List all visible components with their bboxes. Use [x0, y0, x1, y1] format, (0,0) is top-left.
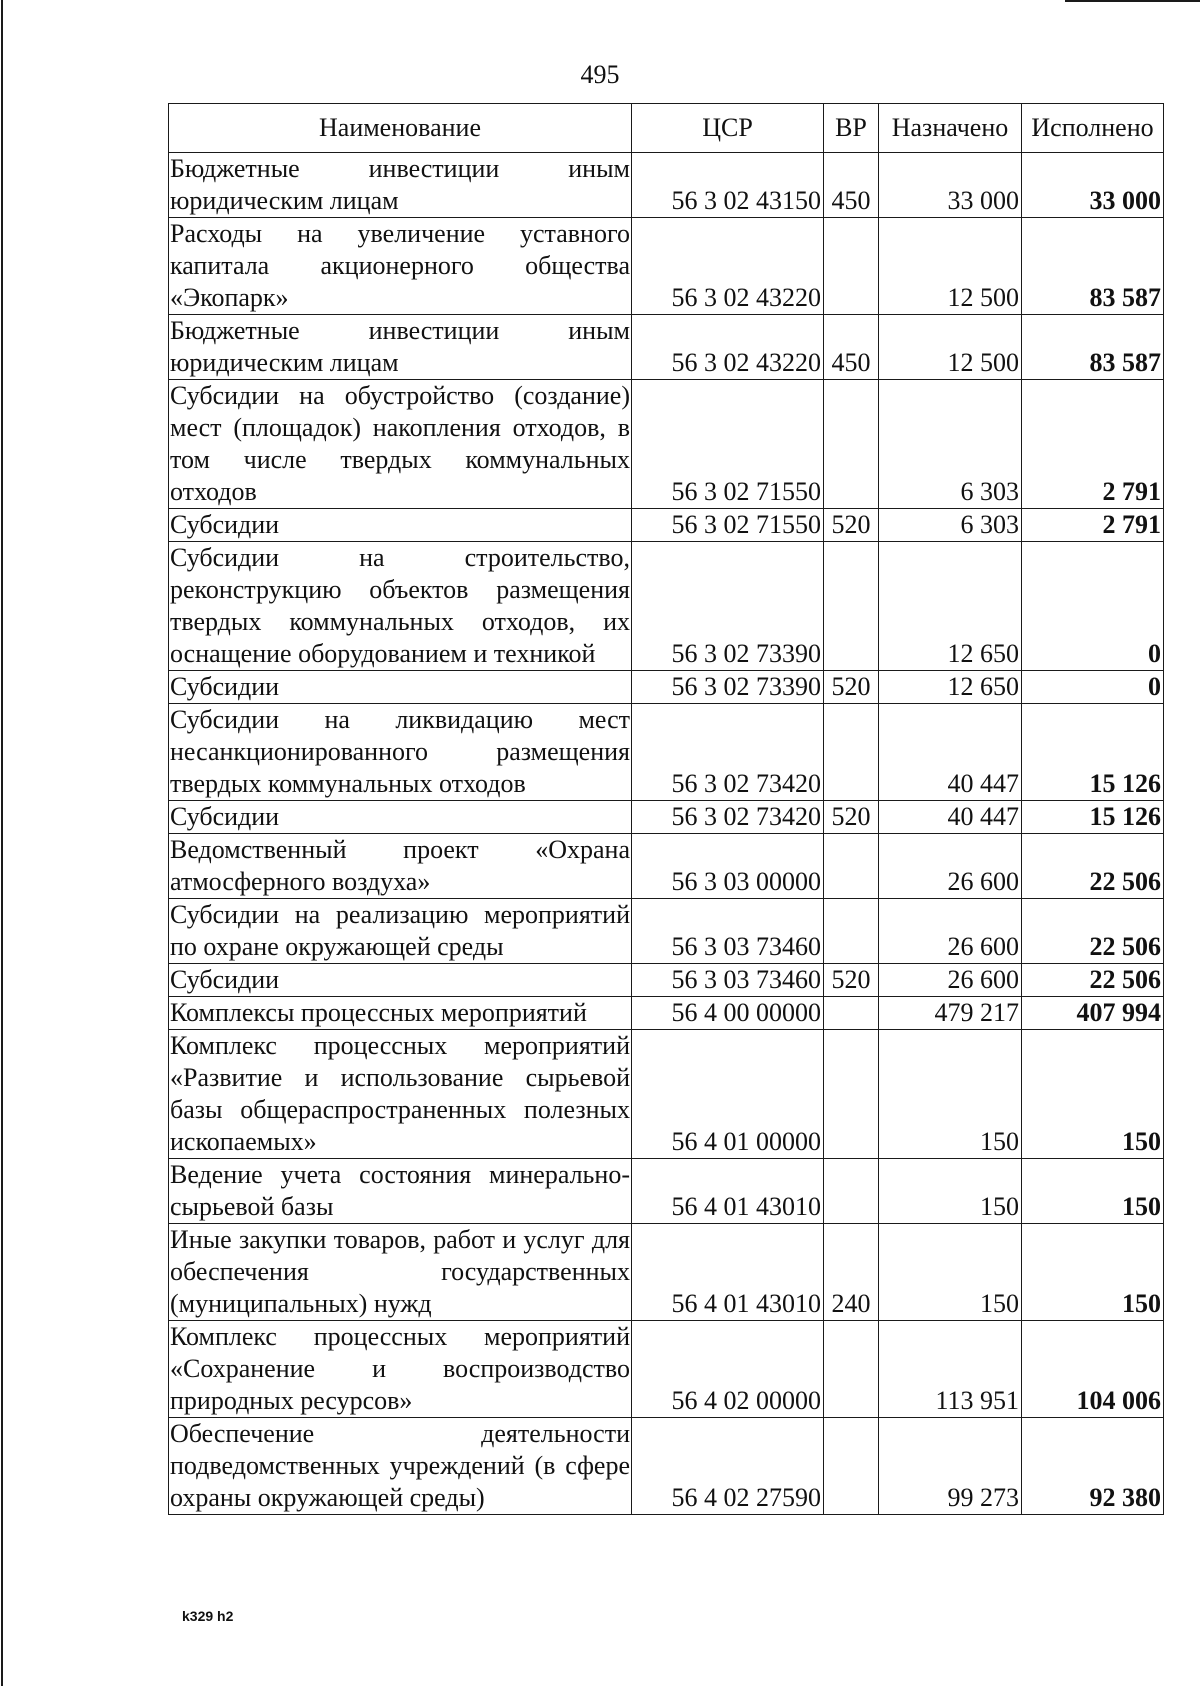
- row-assigned: 6 303: [879, 380, 1022, 509]
- row-vr: 450: [824, 315, 879, 380]
- table-row: [169, 542, 1164, 671]
- row-assigned: 6 303: [879, 509, 1022, 542]
- row-executed: 0: [1022, 542, 1164, 671]
- row-executed: 2 791: [1022, 509, 1164, 542]
- row-csr: 56 3 02 73390: [632, 542, 824, 671]
- row-executed: 104 006: [1022, 1321, 1164, 1418]
- row-name: Ведомственный проект «Охрана атмосферного воздуха»: [169, 834, 632, 899]
- table-row: [169, 704, 1164, 801]
- table-row: [169, 1159, 1164, 1224]
- row-csr: 56 3 02 73390: [632, 671, 824, 704]
- row-assigned: 150: [879, 1030, 1022, 1159]
- row-assigned: 113 951: [879, 1321, 1022, 1418]
- row-executed: 15 126: [1022, 801, 1164, 834]
- row-name: Ведение учета состояния минерально-сырьевой базы: [169, 1159, 632, 1224]
- row-assigned: 40 447: [879, 704, 1022, 801]
- row-assigned: 33 000: [879, 153, 1022, 218]
- row-csr: 56 3 02 43150: [632, 153, 824, 218]
- row-executed: 0: [1022, 671, 1164, 704]
- row-assigned: 40 447: [879, 801, 1022, 834]
- table-row: [169, 1224, 1164, 1321]
- row-name: Расходы на увеличение уставного капитала акционерного общества «Экопарк»: [169, 218, 632, 315]
- row-name: Бюджетные инвестиции иным юридическим лицам: [169, 153, 632, 218]
- page-edge-line-top: [1065, 0, 1200, 2]
- row-vr: 520: [824, 801, 879, 834]
- row-vr: 450: [824, 153, 879, 218]
- page-edge-line-left: [1, 0, 3, 1686]
- row-assigned: 12 500: [879, 315, 1022, 380]
- row-csr: 56 4 02 00000: [632, 1321, 824, 1418]
- row-csr: 56 4 01 43010: [632, 1224, 824, 1321]
- row-assigned: 150: [879, 1224, 1022, 1321]
- row-vr: [824, 834, 879, 899]
- row-vr: 520: [824, 964, 879, 997]
- row-name: Субсидии: [169, 671, 632, 704]
- row-name: Субсидии: [169, 801, 632, 834]
- table-row: [169, 1030, 1164, 1159]
- row-name: Субсидии: [169, 509, 632, 542]
- row-executed: 150: [1022, 1159, 1164, 1224]
- row-assigned: 12 500: [879, 218, 1022, 315]
- row-executed: 22 506: [1022, 964, 1164, 997]
- row-executed: 83 587: [1022, 315, 1164, 380]
- row-csr: 56 3 02 71550: [632, 509, 824, 542]
- table-row: [169, 1418, 1164, 1515]
- table-row: [169, 380, 1164, 509]
- row-vr: 520: [824, 509, 879, 542]
- table-row: [169, 1321, 1164, 1418]
- row-csr: 56 3 02 73420: [632, 704, 824, 801]
- row-vr: [824, 1030, 879, 1159]
- row-executed: 15 126: [1022, 704, 1164, 801]
- header-assigned: Назначено: [879, 104, 1022, 153]
- row-vr: [824, 704, 879, 801]
- table-row: [169, 153, 1164, 218]
- row-name: Иные закупки товаров, работ и услуг для обеспечения государственных (муниципальных) нужд: [169, 1224, 632, 1321]
- row-executed: 150: [1022, 1224, 1164, 1321]
- row-executed: 22 506: [1022, 899, 1164, 964]
- row-name: Комплекс процессных мероприятий «Сохранение и воспроизводство природных ресурсов»: [169, 1321, 632, 1418]
- row-executed: 407 994: [1022, 997, 1164, 1030]
- row-assigned: 26 600: [879, 964, 1022, 997]
- row-csr: 56 3 02 43220: [632, 218, 824, 315]
- row-vr: [824, 542, 879, 671]
- row-name: Субсидии на обустройство (создание) мест (площадок) накопления отходов, в том числе твердых коммунальных отходов: [169, 380, 632, 509]
- row-assigned: 26 600: [879, 834, 1022, 899]
- row-executed: 150: [1022, 1030, 1164, 1159]
- row-executed: 33 000: [1022, 153, 1164, 218]
- row-name: Комплексы процессных мероприятий: [169, 997, 632, 1030]
- row-csr: 56 3 03 73460: [632, 964, 824, 997]
- row-vr: [824, 380, 879, 509]
- row-vr: [824, 1159, 879, 1224]
- row-assigned: 150: [879, 1159, 1022, 1224]
- row-name: Субсидии на ликвидацию мест несанкционированного размещения твердых коммунальных отходов: [169, 704, 632, 801]
- table-row: [169, 964, 1164, 997]
- table-row: [169, 997, 1164, 1030]
- header-executed: Исполнено: [1022, 104, 1164, 153]
- row-csr: 56 4 01 43010: [632, 1159, 824, 1224]
- row-csr: 56 4 00 00000: [632, 997, 824, 1030]
- row-name: Обеспечение деятельности подведомственных учреждений (в сфере охраны окружающей среды): [169, 1418, 632, 1515]
- budget-table: [168, 103, 1164, 1515]
- header-csr: ЦСР: [632, 104, 824, 153]
- row-name: Субсидии на строительство, реконструкцию объектов размещения твердых коммунальных отходов, их оснащение оборудованием и техникой: [169, 542, 632, 671]
- footer-code: k329 h2: [182, 1608, 234, 1624]
- header-name: Наименование: [169, 104, 632, 153]
- row-executed: 92 380: [1022, 1418, 1164, 1515]
- row-assigned: 99 273: [879, 1418, 1022, 1515]
- row-vr: [824, 899, 879, 964]
- row-name: Комплекс процессных мероприятий «Развитие и использование сырьевой базы общераспространенных полезных ископаемых»: [169, 1030, 632, 1159]
- row-executed: 83 587: [1022, 218, 1164, 315]
- row-vr: [824, 1418, 879, 1515]
- row-csr: 56 3 02 71550: [632, 380, 824, 509]
- page-number: 495: [580, 60, 620, 89]
- row-csr: 56 3 03 73460: [632, 899, 824, 964]
- table-row: [169, 671, 1164, 704]
- row-executed: 22 506: [1022, 834, 1164, 899]
- row-csr: 56 4 02 27590: [632, 1418, 824, 1515]
- row-assigned: 12 650: [879, 671, 1022, 704]
- row-vr: [824, 218, 879, 315]
- row-csr: 56 4 01 00000: [632, 1030, 824, 1159]
- row-vr: [824, 997, 879, 1030]
- table-header-row: [169, 104, 1164, 153]
- row-executed: 2 791: [1022, 380, 1164, 509]
- row-assigned: 479 217: [879, 997, 1022, 1030]
- row-csr: 56 3 02 73420: [632, 801, 824, 834]
- row-assigned: 26 600: [879, 899, 1022, 964]
- row-name: Бюджетные инвестиции иным юридическим лицам: [169, 315, 632, 380]
- row-name: Субсидии: [169, 964, 632, 997]
- row-name: Субсидии на реализацию мероприятий по охране окружающей среды: [169, 899, 632, 964]
- header-vr: ВР: [824, 104, 879, 153]
- row-assigned: 12 650: [879, 542, 1022, 671]
- table-row: [169, 218, 1164, 315]
- row-csr: 56 3 02 43220: [632, 315, 824, 380]
- row-vr: 240: [824, 1224, 879, 1321]
- table-row: [169, 509, 1164, 542]
- row-vr: [824, 1321, 879, 1418]
- budget-table-container: [168, 103, 1164, 1515]
- table-row: [169, 801, 1164, 834]
- table-row: [169, 899, 1164, 964]
- row-csr: 56 3 03 00000: [632, 834, 824, 899]
- row-vr: 520: [824, 671, 879, 704]
- table-row: [169, 834, 1164, 899]
- table-row: [169, 315, 1164, 380]
